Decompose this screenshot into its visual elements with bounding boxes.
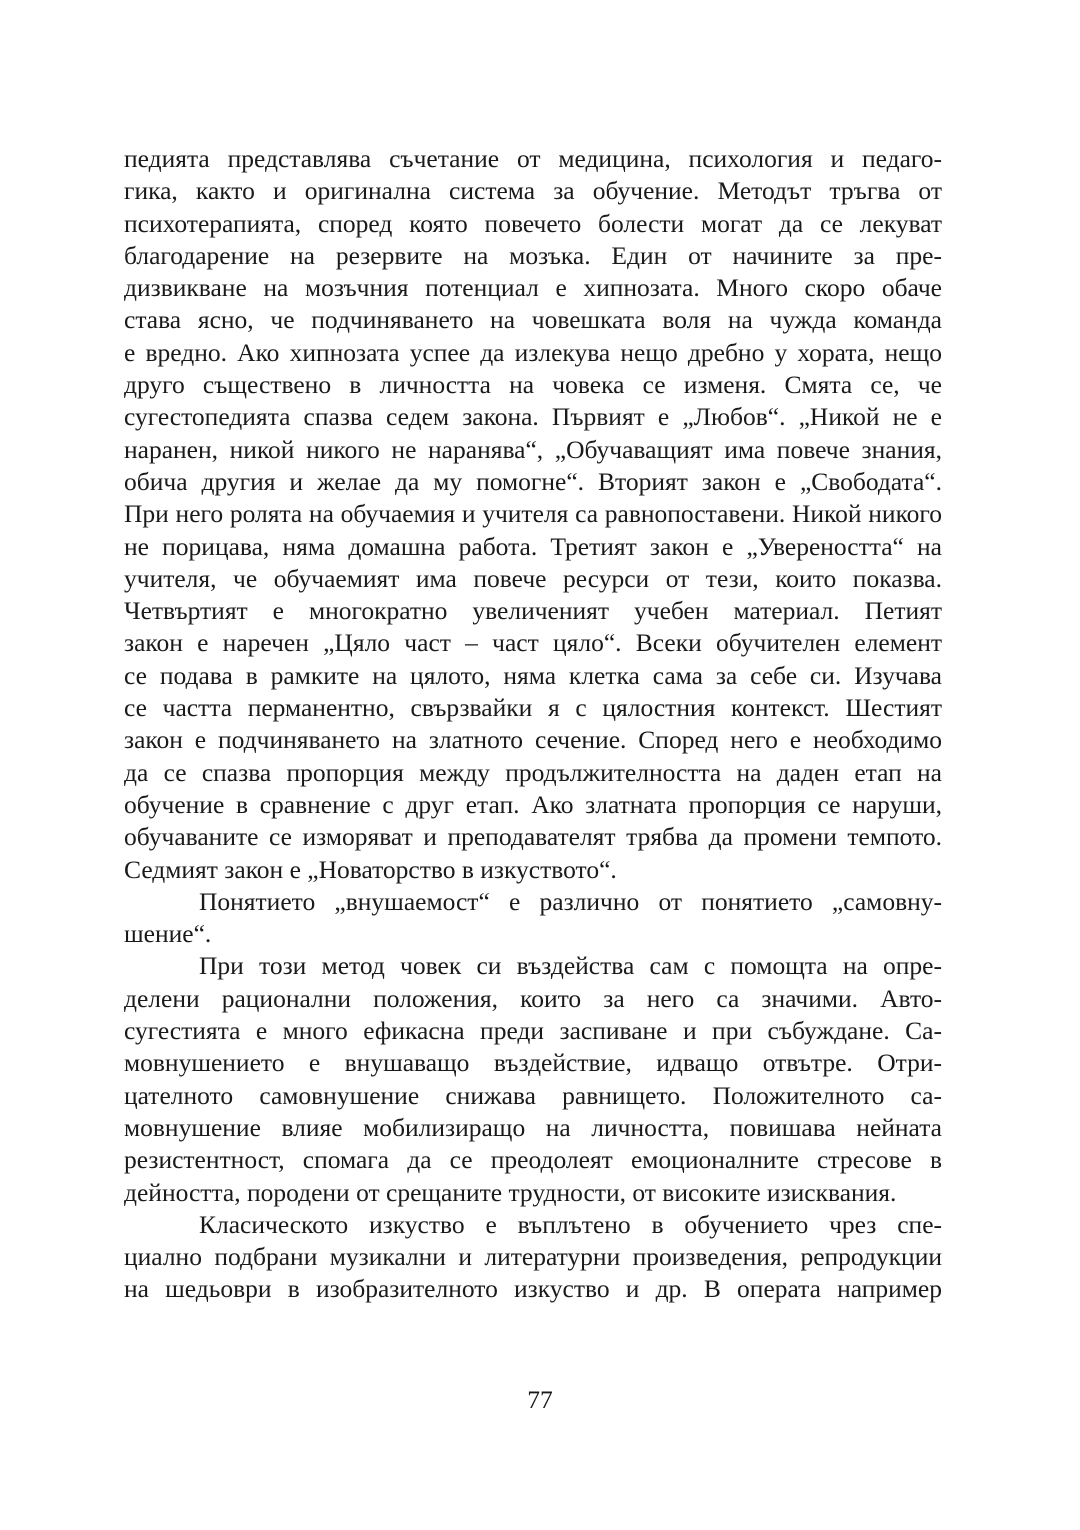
text-line: учителя, че обучаемият има повече ресурси от тези, които показва.: [124, 563, 942, 593]
text-line: закон е подчиняването на златното сечение. Според него е необходимо: [124, 725, 942, 755]
paragraph-first-line: Понятието „внушаемост“ е различно от понятието „самовну-: [199, 886, 942, 916]
text-line: сугестопедията спазва седем закона. Първият е „Любов“. „Никой не е: [124, 402, 942, 432]
paragraph-first-line: Класическото изкуство е въплътено в обучението чрез спе-: [199, 1209, 942, 1239]
text-line: При него ролята на обучаемия и учителя са равнопоставени. Никой никого: [124, 499, 942, 529]
text-line: обича другия и желае да му помогне“. Вторият закон е „Свободата“.: [124, 466, 942, 496]
text-line: цателното самовнушение снижава равнището. Положителното са-: [124, 1080, 942, 1110]
text-line: сугестията е много ефикасна преди заспиване и при събуждане. Са-: [124, 1016, 942, 1046]
text-line: мовнушението е внушаващо въздействие, идващо отвътре. Отри-: [124, 1048, 942, 1078]
text-line: циално подбрани музикални и литературни произведения, репродукции: [124, 1242, 942, 1272]
text-line: е вредно. Ако хипнозата успее да излекува нещо дребно у хората, нещо: [124, 337, 942, 367]
text-line: се частта перманентно, свързвайки я с цялостния контекст. Шестият: [124, 693, 942, 723]
text-line: обучение в сравнение с друг етап. Ако златната пропорция се наруши,: [124, 789, 942, 819]
text-line: благодарение на резервите на мозъка. Един от начините за пре-: [124, 240, 942, 270]
text-line: дизвикване на мозъчния потенциал е хипнозата. Много скоро обаче: [124, 273, 942, 303]
text-line: резистентност, спомага да се преодолеят емоционалните стресове в: [124, 1145, 942, 1175]
text-line: педията представлява съчетание от медицина, психология и педаго-: [124, 144, 942, 173]
text-line: психотерапията, според която повечето болести могат да се лекуват: [124, 208, 942, 238]
paragraph-end-line: Седмият закон е „Новаторство в изкуството“.: [124, 854, 617, 884]
paragraph-end-line: шение“.: [124, 919, 212, 949]
text-line: не порицава, няма домашна работа. Третият закон е „Увереността“ на: [124, 531, 942, 561]
text-line: закон е наречен „Цяло част – част цяло“. Всеки обучителен елемент: [124, 628, 942, 658]
text-line: друго съществено в личността на човека се изменя. Смята се, че: [124, 370, 942, 400]
text-line: се подава в рамките на цялото, няма клетка сама за себе си. Изучава: [124, 660, 942, 690]
body-text: [124, 143, 942, 1306]
text-line: Четвъртият е многократно увеличеният учебен материал. Петият: [124, 596, 942, 626]
text-line: на шедьоври в изобразителното изкуство и др. В операта например: [124, 1274, 942, 1304]
page-number: 77: [527, 1385, 553, 1414]
text-line: делени рационални положения, които за него са значими. Авто-: [124, 983, 942, 1013]
paragraph-first-line: При този метод човек си въздейства сам с помощта на опре-: [199, 951, 942, 981]
text-line: гика, както и оригинална система за обучение. Методът тръгва от: [124, 176, 942, 206]
text-line: наранен, никой никого не наранява“, „Обучаващият има повече знания,: [124, 434, 942, 464]
text-line: става ясно, че подчиняването на човешката воля на чужда команда: [124, 305, 942, 335]
text-line: обучаваните се изморяват и преподавателят трябва да промени темпото.: [124, 822, 942, 852]
text-line: да се спазва пропорция между продължителността на даден етап на: [124, 757, 942, 787]
paragraph-end-line: дейността, породени от срещаните трудности, от високите изисквания.: [124, 1177, 897, 1207]
text-line: мовнушение влияе мобилизиращо на личността, повишава нейната: [124, 1112, 942, 1142]
